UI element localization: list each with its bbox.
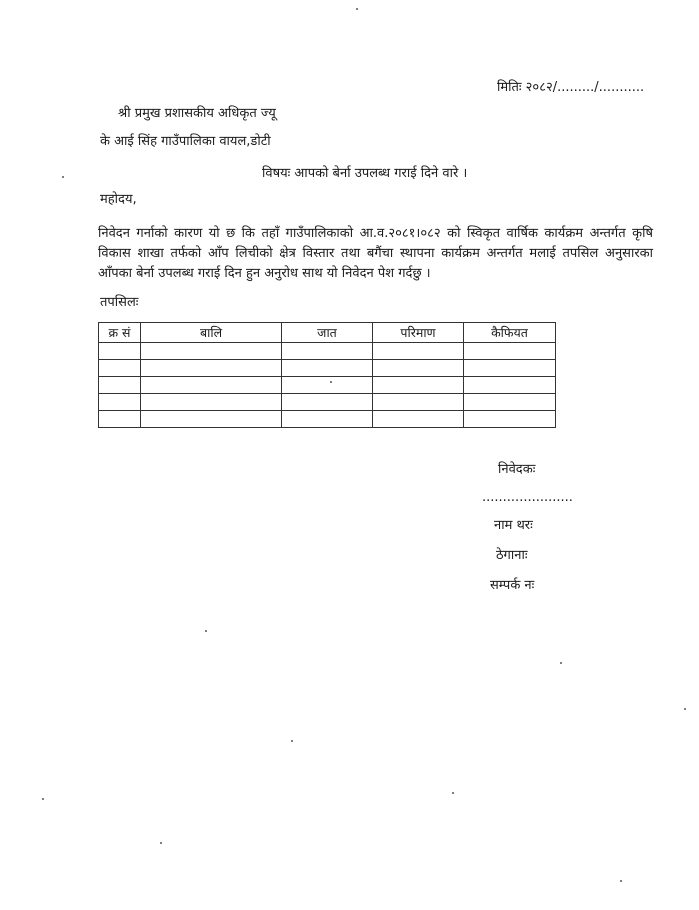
table-cell: [464, 377, 556, 394]
header-remarks: कैफियत: [464, 323, 556, 343]
details-label: तपसिलः: [100, 295, 139, 310]
table-row: [99, 411, 556, 428]
scan-speck: [560, 662, 562, 664]
header-quantity: परिमाण: [373, 323, 464, 343]
table-cell: [282, 411, 373, 428]
scan-speck: [330, 381, 332, 383]
salutation: महोदय,: [100, 192, 137, 207]
table-cell: [373, 411, 464, 428]
subject-line: विषयः आपको बेर्ना उपलब्ध गराई दिने वारे ।: [262, 166, 468, 181]
applicant-label: निवेदकः: [498, 462, 536, 477]
name-label: नाम थरः: [494, 518, 533, 533]
table-row: [99, 394, 556, 411]
date-line: मितिः २०८२/........./...........: [497, 80, 645, 95]
table-cell: [99, 343, 141, 360]
scan-speck: [291, 740, 293, 742]
address-label: ठेगानाः: [496, 548, 528, 563]
header-crop: बालि: [141, 323, 282, 343]
contact-label: सम्पर्क नः: [490, 578, 535, 593]
header-variety: जात: [282, 323, 373, 343]
table-row: [99, 360, 556, 377]
scan-speck: [452, 792, 454, 794]
recipient-address: के आई सिंह गाउँपालिका वायल,डोटी: [100, 134, 271, 149]
table-cell: [464, 411, 556, 428]
header-serial-no: क्र सं: [99, 323, 141, 343]
table-cell: [99, 394, 141, 411]
table-cell: [464, 394, 556, 411]
table-cell: [282, 360, 373, 377]
table-cell: [373, 394, 464, 411]
table-cell: [282, 343, 373, 360]
recipient-title: श्री प्रमुख प्रशासकीय अधिकृत ज्यू: [118, 106, 276, 121]
scan-speck: [620, 880, 622, 882]
body-paragraph: निवेदन गर्नाको कारण यो छ कि तहाँ गाउँपालिकाको आ.व.२०८१।०८२ को स्विकृत वार्षिक कार्यक्रम अन्तर्गत कृषि विकास शाखा तर्फको आँप लिचीको क्षेत्र विस्तार तथा बगैंचा स्थापना कार्यक्रम अन्तर्गत मलाई तपसिल अनुसारका आँपका बेर्ना उपलब्ध गराई दिन हुन अनुरोध साथ यो निवेदन पेश गर्दछु ।: [98, 226, 653, 281]
scan-speck: [42, 798, 44, 800]
table-cell: [282, 394, 373, 411]
table-row: [99, 377, 556, 394]
table-cell: [373, 377, 464, 394]
scan-speck: [205, 630, 207, 632]
table-header-row: [99, 323, 556, 343]
table-cell: [141, 411, 282, 428]
table-cell: [282, 377, 373, 394]
scan-speck: [356, 8, 358, 10]
table-cell: [373, 343, 464, 360]
table-cell: [373, 360, 464, 377]
table-cell: [141, 394, 282, 411]
table-cell: [99, 360, 141, 377]
scan-speck: [160, 842, 162, 844]
table-cell: [464, 360, 556, 377]
table-cell: [464, 343, 556, 360]
table-row: [99, 343, 556, 360]
table-cell: [99, 411, 141, 428]
details-table: [98, 322, 556, 428]
table-cell: [141, 377, 282, 394]
scan-speck: [62, 176, 64, 178]
scan-speck: [684, 708, 686, 710]
table-cell: [141, 360, 282, 377]
table-cell: [141, 343, 282, 360]
signature-line: ......................: [482, 490, 573, 505]
table-cell: [99, 377, 141, 394]
